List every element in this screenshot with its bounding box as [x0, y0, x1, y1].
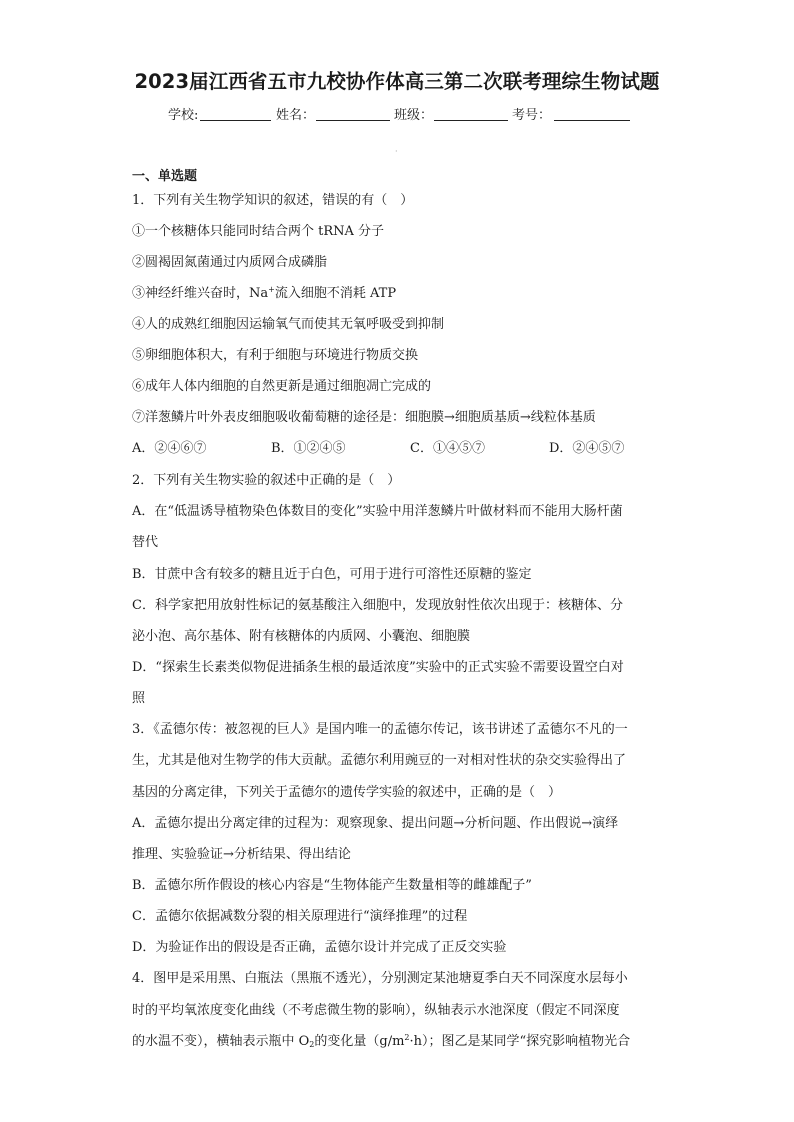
class-blank[interactable] — [434, 120, 508, 121]
q2-option-c[interactable]: C．科学家把用放射性标记的氨基酸注入细胞中，发现放射性依次出现于：核糖体、分 — [132, 598, 623, 613]
q2-option-a-cont: 替代 — [132, 535, 159, 550]
q3-option-a[interactable]: A．孟德尔提出分离定律的过程为：观察现象、提出问题→分析问题、作出假说→演绎 — [132, 816, 619, 831]
q3-stem-line-2: 生，尤其是他对生物学的伟大贡献。孟德尔利用豌豆的一对相对性状的杂交实验得出了 — [132, 753, 627, 768]
school-blank[interactable] — [200, 120, 271, 121]
q1-option-b[interactable]: B．①②④⑤ — [271, 441, 346, 456]
q3-stem-line-3: 基因的分离定律，下列关于孟德尔的遗传学实验的叙述中，正确的是（ ） — [132, 785, 562, 800]
q3-option-d[interactable]: D．为验证作出的假设是否正确，孟德尔设计并完成了正反交实验 — [132, 940, 507, 955]
q4-l3-text-c: ·h）；图乙是某同学“探究影响植物光合 — [409, 1034, 631, 1049]
q1-statement-2: ②圆褐固氮菌通过内质网合成磷脂 — [132, 255, 328, 270]
q2-option-d-cont: 照 — [132, 691, 146, 706]
q4-stem-line-3 — [132, 1033, 630, 1051]
q1-statement-6: ⑥成年人体内细胞的自然更新是通过细胞凋亡完成的 — [132, 379, 432, 394]
class-label: 班级： — [394, 108, 434, 123]
q1-statement-4: ④人的成熟红细胞因运输氧气而使其无氧呼吸受到抑制 — [132, 317, 445, 332]
q1-s3-text-b: 流入细胞不消耗 ATP — [274, 286, 397, 301]
school-label: 学校: — [168, 108, 199, 123]
name-blank[interactable] — [316, 120, 390, 121]
section-title: 一、单选题 — [132, 169, 198, 184]
scan-dot: · — [395, 147, 398, 156]
q4-stem-line-2: 时的平均氧浓度变化曲线（不考虑微生物的影响），纵轴表示水池深度（假定不同深度 — [132, 1003, 620, 1018]
student-info-row — [168, 104, 638, 126]
q2-option-c-cont: 泌小泡、高尔基体、附有核糖体的内质网、小囊泡、细胞膜 — [132, 629, 471, 644]
q1-option-d[interactable]: D．②④⑤⑦ — [549, 441, 625, 456]
q4-l3-text-a: 的水温不变），横轴表示瓶中 O — [132, 1034, 310, 1049]
q1-statement-5: ⑤卵细胞体积大，有利于细胞与环境进行物质交换 — [132, 348, 419, 363]
q1-s3-sup: + — [268, 285, 275, 294]
q3-option-c[interactable]: C．孟德尔依据减数分裂的相关原理进行“演绎推理”的过程 — [132, 909, 468, 924]
q3-option-a-cont: 推理、实验验证→分析结果、得出结论 — [132, 847, 351, 862]
q1-option-c[interactable]: C．①④⑤⑦ — [410, 441, 485, 456]
number-blank[interactable] — [554, 120, 630, 121]
q3-stem-line-1: 3．《孟德尔传：被忽视的巨人》是国内唯一的孟德尔传记，该书讲述了孟德尔不凡的一 — [132, 722, 628, 737]
q4-l3-sup: 2 — [404, 1033, 410, 1042]
q2-option-a[interactable]: A．在“低温诱导植物染色体数目的变化”实验中用洋葱鳞片叶做材料而不能用大肠杆菌 — [132, 504, 623, 519]
number-label: 考号： — [512, 108, 552, 123]
q4-l3-sub: 2 — [309, 1040, 315, 1049]
q1-stem: 1．下列有关生物学知识的叙述，错误的有（ ） — [132, 193, 414, 208]
q4-l3-text-b: 的变化量（g/m — [314, 1034, 405, 1049]
q1-statement-7: ⑦洋葱鳞片叶外表皮细胞吸收葡萄糖的途径是：细胞膜→细胞质基质→线粒体基质 — [132, 410, 596, 425]
q3-option-b[interactable]: B．孟德尔所作假设的核心内容是“生物体能产生数量相等的雌雄配子” — [132, 878, 532, 893]
q2-stem: 2．下列有关生物实验的叙述中正确的是（ ） — [132, 473, 401, 488]
q2-option-d[interactable]: D．“探索生长素类似物促进插条生根的最适浓度”实验中的正式实验不需要设置空白对 — [132, 660, 624, 675]
q1-statement-1: ①一个核糖体只能同时结合两个 tRNA 分子 — [132, 224, 385, 239]
q4-stem-line-1: 4．图甲是采用黑、白瓶法（黑瓶不透光），分别测定某池塘夏季白天不同深度水层每小 — [132, 971, 628, 986]
name-label: 姓名： — [276, 108, 316, 123]
q1-s3-text-a: ③神经纤维兴奋时，Na — [132, 286, 269, 301]
q1-statement-3 — [132, 285, 396, 303]
q2-option-b[interactable]: B．甘蔗中含有较多的糖且近于白色，可用于进行可溶性还原糖的鉴定 — [132, 567, 532, 582]
q1-option-a[interactable]: A．②④⑥⑦ — [132, 441, 207, 456]
page-title: 2023届江西省五市九校协作体高三第二次联考理综生物试题 — [134, 70, 660, 93]
